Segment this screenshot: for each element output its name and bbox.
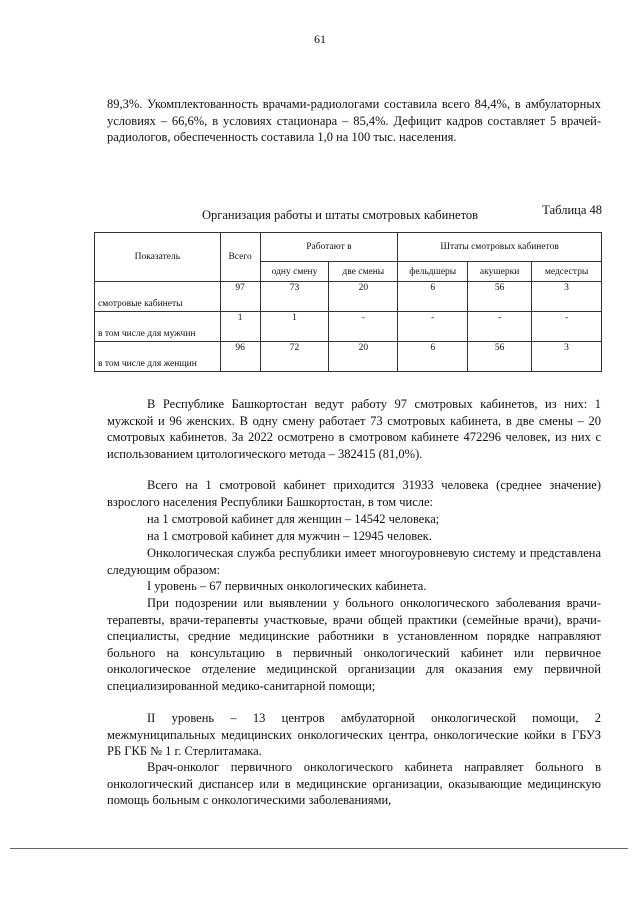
header-sub: одну смену <box>260 262 329 282</box>
page-number: 61 <box>314 32 326 46</box>
row-label: в том числе для женщин <box>95 342 221 372</box>
cell: - <box>468 312 532 342</box>
header-sub: медсестры <box>532 262 602 282</box>
cell: 97 <box>220 282 260 312</box>
row-label: смотровые кабинеты <box>95 282 221 312</box>
header-total: Всего <box>220 233 260 282</box>
paragraph-men: на 1 смотровой кабинет для мужчин – 12945 человек. <box>147 529 432 543</box>
header-sub: фельдшеры <box>398 262 468 282</box>
bottom-divider <box>10 848 628 849</box>
cell: - <box>329 312 398 342</box>
cell: 1 <box>260 312 329 342</box>
table-caption: Таблица 48 <box>542 203 602 217</box>
cell: 6 <box>398 282 468 312</box>
cell: 56 <box>468 282 532 312</box>
staff-table <box>94 232 602 372</box>
table-row <box>95 312 602 342</box>
cell: 20 <box>329 282 398 312</box>
cell: 20 <box>329 342 398 372</box>
header-sub: акушерки <box>468 262 532 282</box>
header-sub: две смены <box>329 262 398 282</box>
intro-paragraph: 89,3%. Укомплектованность врачами-радиологами составила всего 84,4%, в амбулаторных условиях – 66,6%, в условиях стационара – 85,4%. Дефицит кадров составляет 5 врачей-радиологов, обеспеченность составила 1,0 на 100 тыс. населения. <box>107 97 601 144</box>
cell: 56 <box>468 342 532 372</box>
paragraph-per-cabinet: Всего на 1 смотровой кабинет приходится 31933 человека (среднее значение) взрослого населения Республики Башкортостан, в том числе: <box>107 478 601 509</box>
cell: 6 <box>398 342 468 372</box>
table-row <box>95 342 602 372</box>
cell: 96 <box>220 342 260 372</box>
row-label: в том числе для мужчин <box>95 312 221 342</box>
cell: 3 <box>532 282 602 312</box>
header-staff-group: Штаты смотровых кабинетов <box>398 233 602 262</box>
cell: 1 <box>220 312 260 342</box>
cell: 72 <box>260 342 329 372</box>
paragraph-women: на 1 смотровой кабинет для женщин – 14542 человека; <box>147 512 440 526</box>
table-title: Организация работы и штаты смотровых кабинетов <box>201 208 479 222</box>
paragraph-oncologist: Врач-онколог первичного онкологического кабинета направляет больного в онкологический диспансер или в медицинские организации, оказывающие медицинскую помощь больным с онкологическими заболеваниями, <box>107 760 601 807</box>
paragraph-level-2: II уровень – 13 центров амбулаторной онкологической помощи, 2 межмуниципальных медицинских онкологических центра, онкологические койки в ГБУЗ РБ ГКБ № 1 г. Стерлитамака. <box>107 711 601 758</box>
paragraph-level-1: I уровень – 67 первичных онкологических кабинета. <box>147 579 427 593</box>
paragraph-service: Онкологическая служба республики имеет многоуровневую систему и представлена следующим образом: <box>107 546 601 577</box>
cell: 3 <box>532 342 602 372</box>
cell: 73 <box>260 282 329 312</box>
paragraph-referral: При подозрении или выявлении у больного онкологического заболевания врачи-терапевты, врачи-терапевты участковые, врачи общей практики (семейные врачи), врачи-специалисты, средние медицинские работники в установленном порядке направляют больного на консультацию в первичный онкологический кабинет или первичное онкологическое отделение медицинской организации для оказания ему первичной специализированной медико-санитарной помощи; <box>107 596 601 693</box>
header-work-group: Работают в <box>260 233 398 262</box>
table-row <box>95 282 602 312</box>
header-indicator: Показатель <box>95 233 221 282</box>
cell: - <box>398 312 468 342</box>
cell: - <box>532 312 602 342</box>
paragraph-cabinets: В Республике Башкортостан ведут работу 97 смотровых кабинетов, из них: 1 мужской и 96 женских. В одну смену работает 73 смотровых кабинета, в две смены – 20 смотровых кабинетов. За 2022 осмотрено в смотровом кабинете 472296 человек, из них с использованием цитологического метода – 382415 (81,0%). <box>107 397 601 461</box>
